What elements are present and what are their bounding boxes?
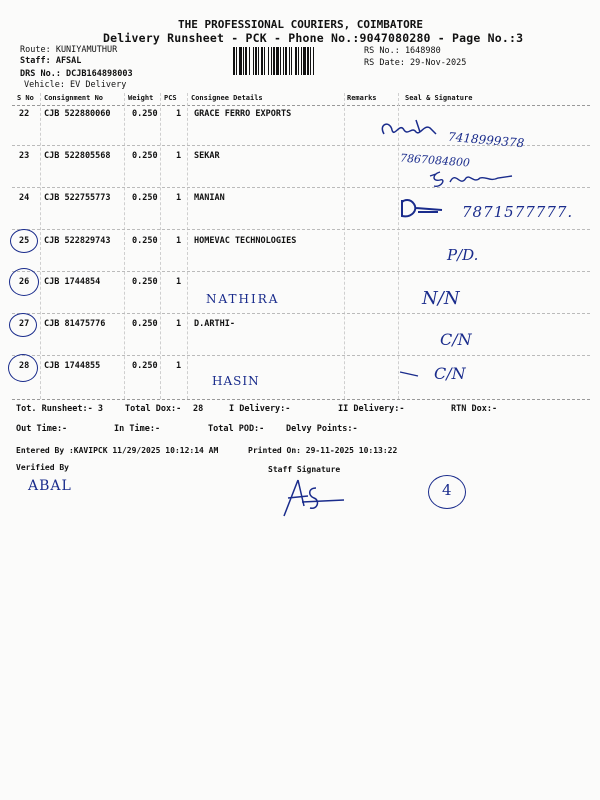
vehicle-label: Vehicle: EV Delivery <box>24 80 127 90</box>
out-time: Out Time:- <box>16 424 68 434</box>
total-dox-label: Total Dox:- <box>125 404 182 414</box>
row-weight: 0.250 <box>132 361 158 371</box>
row-consignee: D.ARTHI- <box>194 319 235 329</box>
col-sno: S No <box>17 94 34 102</box>
handwritten-remark: N/N <box>422 288 460 309</box>
i-delivery: I Delivery:- <box>229 404 291 414</box>
row-sno: 22 <box>19 109 30 119</box>
row-consignment: CJB 81475776 <box>44 319 106 329</box>
handwritten-phone: 7871577777. <box>462 203 574 221</box>
row-sno: 24 <box>19 193 30 203</box>
handwritten-name: NATHIRA <box>206 292 280 306</box>
handwritten-mark <box>398 370 434 380</box>
row-consignment: CJB 522755773 <box>44 193 111 203</box>
total-runsheet: Tot. Runsheet:- 3 <box>16 404 103 414</box>
col-pcs: PCS <box>164 94 177 102</box>
total-pod: Total POD:- <box>208 424 265 434</box>
handwritten-remark: C/N <box>440 330 472 349</box>
row-sno: 25 <box>19 236 30 246</box>
rs-date: RS Date: 29-Nov-2025 <box>364 58 467 68</box>
rs-number: RS No.: 1648980 <box>364 46 441 56</box>
row-weight: 0.250 <box>132 109 158 119</box>
col-consignment: Consignment No <box>44 94 104 102</box>
page-number-handwritten: 4 <box>442 481 452 499</box>
row-sno: 26 <box>19 277 30 287</box>
row-pcs: 1 <box>176 109 182 119</box>
row-consignment: CJB 1744855 <box>44 361 101 371</box>
handwritten-phone: 7418999378 <box>447 129 525 151</box>
row-pcs: 1 <box>176 319 182 329</box>
handwritten-remark: P/D. <box>447 246 479 264</box>
col-consignee: Consignee Details <box>191 94 263 102</box>
entered-by: Entered By :KAVIPCK 11/29/2025 10:12:14 AM <box>16 446 219 455</box>
row-consignee: MANIAN <box>194 193 225 203</box>
route-label: Route: KUNIYAMUTHUR <box>20 45 118 55</box>
handwritten-phone: 7867084800 <box>399 151 471 170</box>
row-consignment: CJB 522880060 <box>44 109 111 119</box>
col-remarks: Remarks <box>347 94 377 102</box>
handwritten-signature <box>376 116 456 146</box>
handwritten-circle <box>10 229 38 253</box>
col-weight: Weight <box>128 94 154 102</box>
handwritten-signature <box>428 168 518 192</box>
row-consignment: CJB 1744854 <box>44 277 101 287</box>
handwritten-signature <box>398 196 448 222</box>
printed-on: Printed On: 29-11-2025 10:13:22 <box>248 446 398 455</box>
row-weight: 0.250 <box>132 319 158 329</box>
handwritten-circle <box>8 354 38 382</box>
handwritten-remark: C/N <box>434 364 466 383</box>
staff-signature <box>282 476 352 522</box>
staff-signature-label: Staff Signature <box>268 465 341 474</box>
handwritten-name: HASIN <box>212 374 260 388</box>
row-consignee: SEKAR <box>194 151 220 161</box>
col-seal-signature: Seal & Signature <box>405 94 473 102</box>
rtn-dox: RTN Dox:- <box>451 404 498 414</box>
delvy-points: Delvy Points:- <box>286 424 358 434</box>
drs-number: DRS No.: DCJB164898003 <box>20 69 133 79</box>
row-weight: 0.250 <box>132 193 158 203</box>
row-consignment: CJB 522805568 <box>44 151 111 161</box>
handwritten-circle <box>9 313 37 337</box>
total-dox-value: 28 <box>193 404 204 414</box>
row-pcs: 1 <box>176 151 182 161</box>
row-sno: 23 <box>19 151 30 161</box>
ii-delivery: II Delivery:- <box>338 404 405 414</box>
row-weight: 0.250 <box>132 151 158 161</box>
runsheet-subtitle: Delivery Runsheet - PCK - Phone No.:9047080280 - Page No.:3 <box>103 31 524 45</box>
row-pcs: 1 <box>176 236 182 246</box>
handwritten-circle <box>9 268 39 296</box>
row-pcs: 1 <box>176 277 182 287</box>
staff-label: Staff: AFSAL <box>20 56 82 66</box>
verified-by-label: Verified By <box>16 463 69 472</box>
verified-signature: ABAL <box>28 478 72 494</box>
company-title: THE PROFESSIONAL COURIERS, COIMBATORE <box>178 18 424 31</box>
in-time: In Time:- <box>114 424 161 434</box>
barcode <box>233 47 361 75</box>
row-consignee: HOMEVAC TECHNOLOGIES <box>194 236 297 246</box>
row-weight: 0.250 <box>132 236 158 246</box>
row-sno: 28 <box>19 361 30 371</box>
row-pcs: 1 <box>176 361 182 371</box>
row-sno: 27 <box>19 319 30 329</box>
row-consignee: GRACE FERRO EXPORTS <box>194 109 292 119</box>
row-weight: 0.250 <box>132 277 158 287</box>
row-consignment: CJB 522829743 <box>44 236 111 246</box>
row-pcs: 1 <box>176 193 182 203</box>
